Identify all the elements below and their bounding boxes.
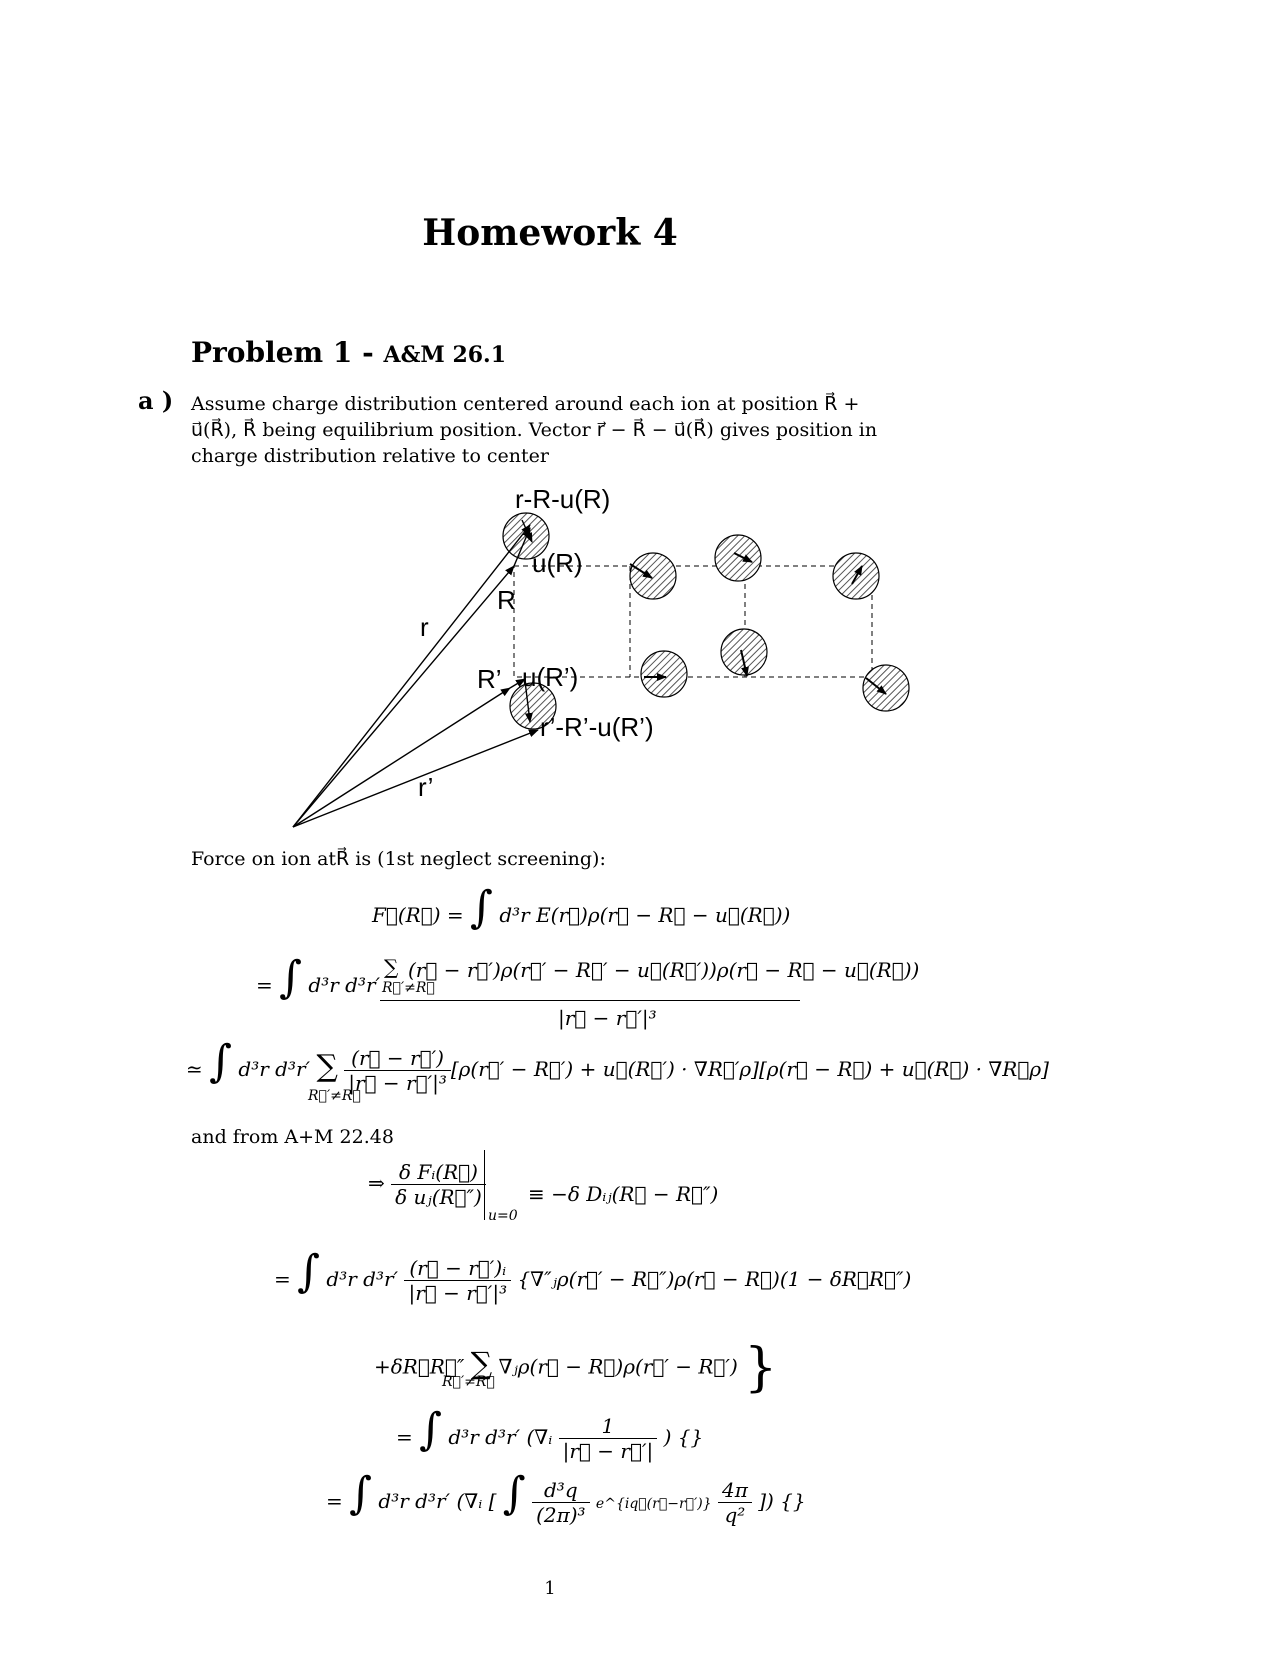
equation-5 bbox=[274, 1246, 912, 1305]
eq2-measure: d³r d³r′ bbox=[308, 973, 381, 997]
ion bbox=[863, 665, 909, 711]
eq8-q-fraction bbox=[532, 1478, 590, 1527]
label-top-offset: r-R-u(R) bbox=[515, 484, 611, 514]
eq4-eval: u=0 bbox=[488, 1208, 518, 1224]
ion bbox=[715, 535, 761, 581]
intro-paragraph: Assume charge distribution centered around each ion at position R⃗ + u⃗(R⃗), R⃗ being equilibrium position. Vector r⃗ − R⃗ − u⃗(R⃗) gives position in charge distribution relative to center bbox=[191, 393, 878, 467]
eq3-rest: [ρ(r⃗′ − R⃗′) + u⃗(R⃗′) · ∇R⃗′ρ][ρ(r⃗ − R⃗) + u⃗(R⃗) · ∇R⃗ρ] bbox=[450, 1057, 1049, 1081]
equation-6 bbox=[374, 1338, 777, 1398]
eq4-num: δ Fᵢ(R⃗) bbox=[398, 1160, 478, 1184]
equation-3 bbox=[186, 1036, 1049, 1095]
ion bbox=[630, 553, 676, 599]
eq5-measure: d³r d³r′ bbox=[326, 1267, 399, 1291]
eq7-close: ) {} bbox=[663, 1425, 704, 1449]
eq6-delta: +δR⃗R⃗″ bbox=[374, 1354, 465, 1379]
force-intro-text: Force on ion atR⃗ is (1st neglect screening): bbox=[191, 848, 606, 870]
vector-R bbox=[293, 566, 514, 827]
part-label: a ) bbox=[138, 386, 174, 415]
eq8-k-num: 4π bbox=[721, 1478, 748, 1502]
integral-sign: ∫ bbox=[470, 882, 493, 933]
equation-2 bbox=[256, 952, 381, 1003]
ions bbox=[503, 513, 909, 729]
eq7-open: (∇ᵢ bbox=[526, 1425, 553, 1449]
ion bbox=[641, 651, 687, 697]
label-R-prime: R’ bbox=[477, 664, 502, 694]
eq5-fraction bbox=[404, 1256, 511, 1305]
eq7-fraction bbox=[559, 1414, 658, 1463]
eq8-prefix: = bbox=[326, 1489, 343, 1513]
eq8-q-num: d³q bbox=[544, 1478, 578, 1502]
eq8-open: (∇ᵢ [ bbox=[456, 1489, 497, 1513]
eq4-rhs: ≡ −δ Dᵢⱼ(R⃗ − R⃗″) bbox=[528, 1182, 719, 1206]
eq4-arrow: ⇒ bbox=[368, 1171, 385, 1195]
eq3-frac-den: |r⃗ − r⃗′|³ bbox=[344, 1070, 451, 1095]
eq6-sum-under: R⃗′≠R⃗ bbox=[442, 1374, 495, 1390]
integral-sign: ∫ bbox=[209, 1036, 233, 1087]
vector-R-prime bbox=[293, 688, 510, 827]
integral-sign: ∫ bbox=[279, 952, 303, 1003]
eq5-frac-den: |r⃗ − r⃗′|³ bbox=[404, 1280, 511, 1305]
eq4-den: δ uⱼ(R⃗″) bbox=[391, 1184, 486, 1209]
problem-reference: A&M 26.1 bbox=[383, 342, 507, 368]
integral-sign: ∫ bbox=[419, 1404, 443, 1455]
eq8-measure: d³r d³r′ bbox=[378, 1489, 451, 1513]
eq3-sum-under: R⃗′≠R⃗ bbox=[308, 1088, 361, 1104]
eq8-k-fraction bbox=[718, 1478, 752, 1527]
eq3-measure: d³r d³r′ bbox=[238, 1057, 311, 1081]
eq4-fraction bbox=[391, 1160, 486, 1209]
page-title: Homework 4 bbox=[422, 212, 678, 254]
eq2-sum-block bbox=[384, 955, 398, 979]
sum-sign: ∑ bbox=[470, 1346, 493, 1382]
eq7-measure: d³r d³r′ bbox=[448, 1425, 521, 1449]
equation-1 bbox=[372, 882, 791, 933]
eq2-denominator: |r⃗ − r⃗′|³ bbox=[558, 1006, 657, 1030]
eq7-prefix: = bbox=[396, 1425, 413, 1449]
eq1-rhs: d³r E(r⃗)ρ(r⃗ − R⃗ − u⃗(R⃗)) bbox=[499, 903, 791, 927]
eq5-prefix: = bbox=[274, 1267, 291, 1291]
eq2-fraction-bar bbox=[380, 1000, 800, 1001]
eq6-close: } bbox=[744, 1338, 778, 1398]
vector-r-prime bbox=[293, 730, 538, 827]
eq5-frac-num: (r⃗ − r⃗′)ᵢ bbox=[409, 1256, 507, 1280]
integral-sign: ∫ bbox=[502, 1468, 526, 1519]
eq8-q-den: (2π)³ bbox=[532, 1502, 590, 1527]
eq6-rest: ∇ⱼρ(r⃗ − R⃗)ρ(r⃗′ − R⃗′) bbox=[498, 1354, 738, 1379]
eq3-frac-num: (r⃗ − r⃗′) bbox=[351, 1046, 444, 1070]
sum-sign: ∑ bbox=[384, 955, 399, 979]
label-bottom-offset: r’-R’-u(R’) bbox=[540, 712, 654, 742]
and-from-text: and from A+M 22.48 bbox=[191, 1126, 394, 1148]
equation-4 bbox=[368, 1160, 486, 1209]
integral-sign: ∫ bbox=[349, 1468, 373, 1519]
eq8-exp: e^{iq⃗(r⃗−r⃗′)} bbox=[595, 1496, 712, 1512]
eq7-den: |r⃗ − r⃗′| bbox=[559, 1438, 658, 1463]
sum-sign: ∑ bbox=[316, 1049, 338, 1084]
integral-sign: ∫ bbox=[297, 1246, 321, 1297]
eq4-eval-bar bbox=[484, 1150, 485, 1220]
ion bbox=[721, 629, 767, 675]
eq1-lhs: F⃗(R⃗) = bbox=[372, 903, 464, 927]
problem-heading-text: Problem 1 - bbox=[191, 336, 384, 369]
label-u-R: u(R) bbox=[532, 548, 583, 578]
eq8-k-den: q² bbox=[718, 1502, 752, 1527]
page-number: 1 bbox=[544, 1578, 556, 1599]
label-u-R-prime: u(R’) bbox=[522, 662, 579, 692]
eq2-numerator: (r⃗ − r⃗′)ρ(r⃗′ − R⃗′ − u⃗(R⃗′))ρ(r⃗ − R⃗ − u⃗(R⃗)) bbox=[408, 958, 920, 982]
label-r: r bbox=[420, 612, 429, 642]
eq2-sum-under: R⃗′≠R⃗ bbox=[382, 980, 435, 996]
eq3-prefix: ≃ bbox=[186, 1057, 203, 1081]
dashed-lattice bbox=[514, 566, 872, 677]
eq5-rest: {∇″ⱼρ(r⃗′ − R⃗″)ρ(r⃗ − R⃗)(1 − δR⃗R⃗″) bbox=[517, 1267, 912, 1291]
eq8-close: ]) {} bbox=[758, 1489, 806, 1513]
eq2-prefix: = bbox=[256, 973, 273, 997]
eq7-num: 1 bbox=[601, 1414, 615, 1438]
equation-8 bbox=[326, 1468, 806, 1527]
label-R: R bbox=[497, 585, 516, 615]
label-r-prime: r’ bbox=[418, 772, 434, 802]
equation-7 bbox=[396, 1404, 704, 1463]
